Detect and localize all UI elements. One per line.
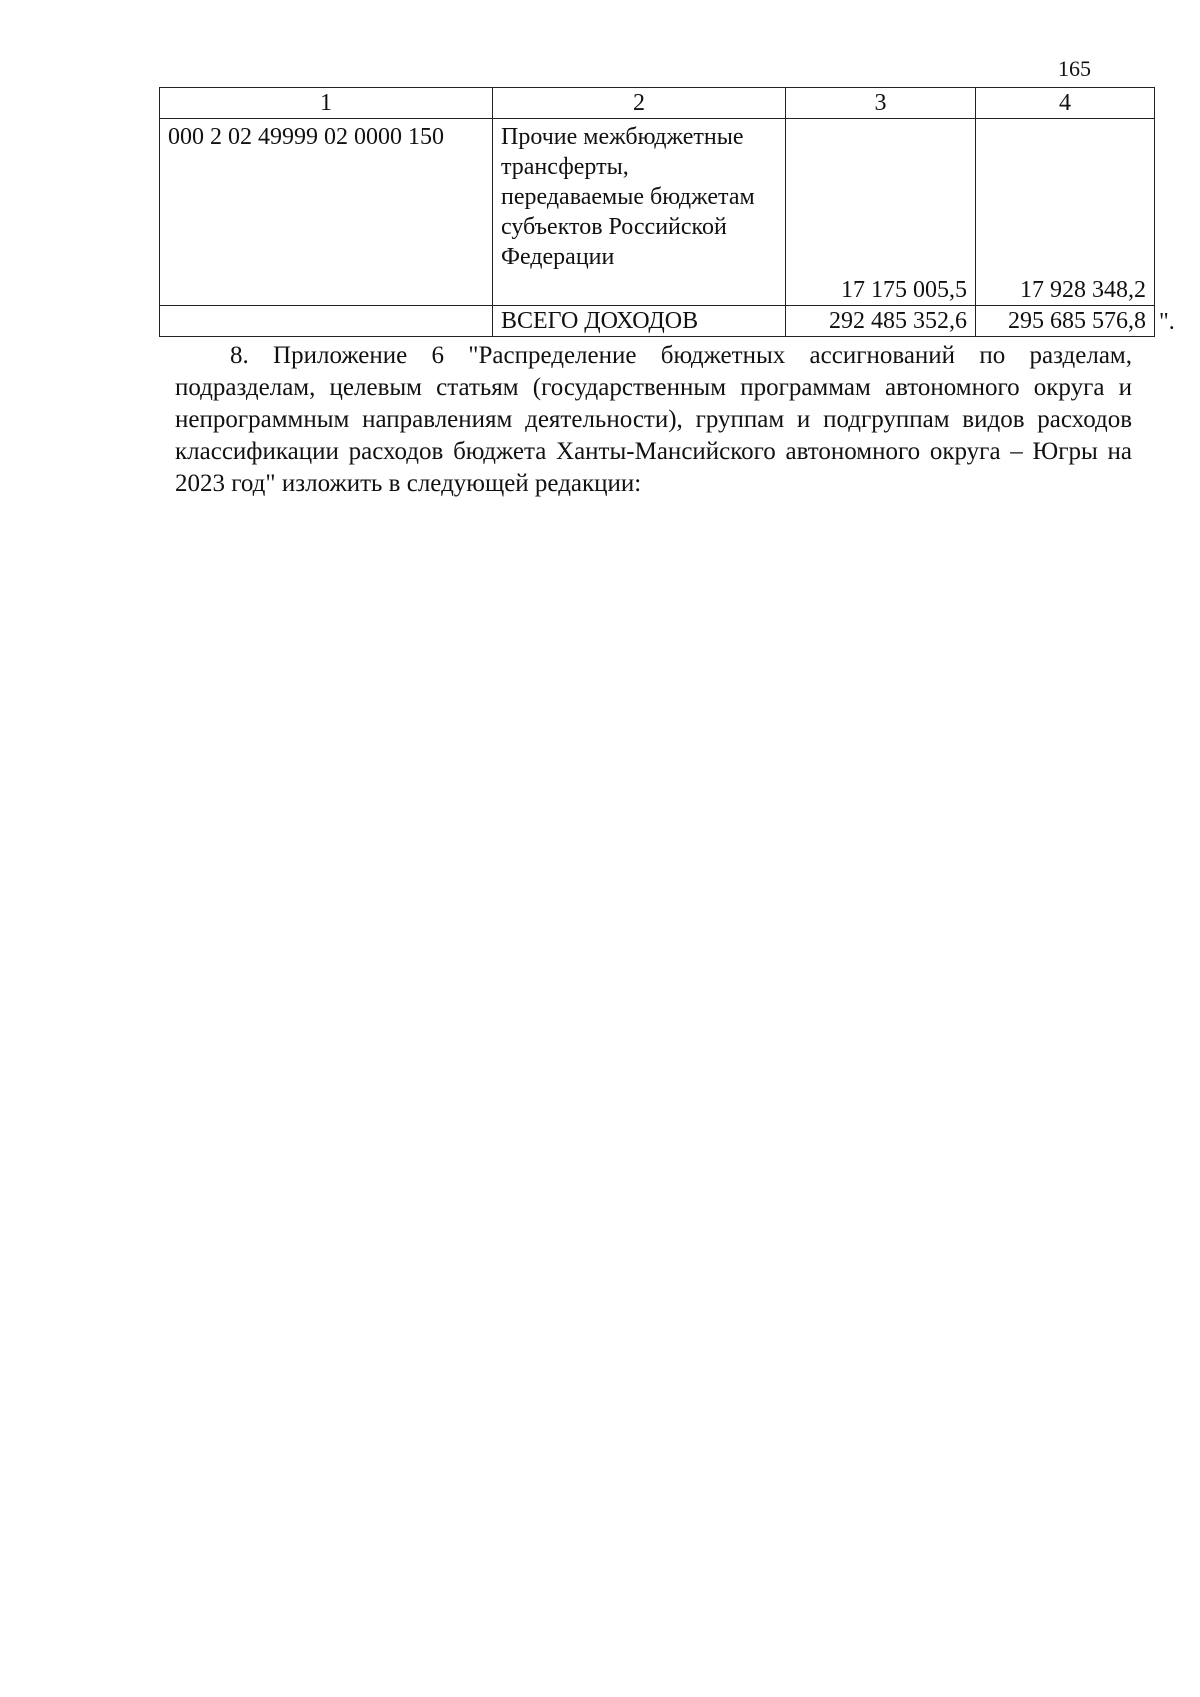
page-number: 165 — [1058, 56, 1091, 81]
budget-code-cell: 000 2 02 49999 02 0000 150 — [160, 119, 493, 306]
total-empty-cell — [160, 306, 493, 337]
budget-name-cell: Прочие межбюджетные трансферты, передаваемые бюджетам субъектов Российской Федерации — [493, 119, 786, 306]
total-col4-cell: 295 685 576,8 — [976, 306, 1155, 337]
table-header-row — [160, 88, 1155, 119]
closing-quote: ". — [1159, 309, 1175, 335]
total-col3-cell: 292 485 352,6 — [786, 306, 976, 337]
header-cell-3: 3 — [786, 88, 976, 119]
header-cell-1: 1 — [160, 88, 493, 119]
table-row — [160, 119, 1155, 306]
total-label-cell: ВСЕГО ДОХОДОВ — [493, 306, 786, 337]
body-paragraph: 8. Приложение 6 "Распределение бюджетных ассигнований по разделам, подразделам, целевым статьям (государственным программам автономного округа и непрограммным направлениям деятельности), группам и подгруппам видов расходов классификации расходов бюджета Ханты-Мансийского автономного округа – Югры на 2023 год" изложить в следующей редакции: — [175, 342, 1132, 497]
value-col4-cell: 17 928 348,2 — [976, 119, 1155, 306]
header-cell-2: 2 — [493, 88, 786, 119]
total-row — [160, 306, 1155, 337]
header-cell-4: 4 — [976, 88, 1155, 119]
value-col3-cell: 17 175 005,5 — [786, 119, 976, 306]
budget-table — [159, 87, 1155, 337]
